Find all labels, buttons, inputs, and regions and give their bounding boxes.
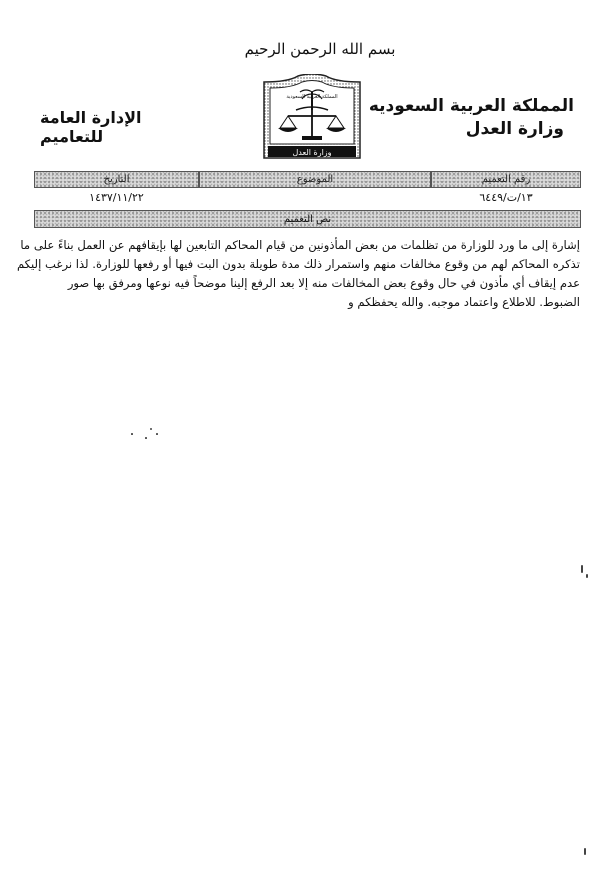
body-line: الضبوط. للاطلاع واعتماد موجبه. والله يحفظكم و bbox=[348, 295, 580, 309]
circular-body bbox=[16, 236, 580, 312]
circular-info-values bbox=[34, 190, 581, 206]
emblem-ministry-text: وزارة العدل bbox=[292, 148, 332, 157]
scan-speck bbox=[586, 574, 588, 578]
scan-speck bbox=[145, 437, 147, 439]
scan-speck bbox=[150, 428, 152, 430]
circular-number-header: رقم التعميم bbox=[431, 171, 581, 188]
department-name: الإدارة العامة للتعاميم bbox=[40, 108, 142, 146]
scan-speck bbox=[584, 848, 586, 855]
scan-speck bbox=[156, 433, 158, 435]
ministry-emblem-icon bbox=[258, 74, 366, 166]
circular-info-header bbox=[34, 171, 581, 188]
body-line: إشارة إلى ما ورد للوزارة من تظلمات من بعض المأذونين من قيام المحاكم التابعين لها بإيقافهم عن العمل بناءً على ما bbox=[20, 238, 580, 252]
ministry-name: وزارة العدل bbox=[465, 119, 564, 139]
date-header: التاريخ bbox=[34, 171, 199, 188]
scan-speck bbox=[581, 565, 583, 573]
subject-header: الموضوع bbox=[199, 171, 431, 188]
body-line: تذكره المحاكم لهم من وقوع مخالفات منهم واستمرار ذلك مدة طويلة بدون البت فيها أو رفعها للوزارة. لذا نرغب إليكم bbox=[16, 257, 580, 271]
circular-text-header: نص التعميم bbox=[34, 210, 581, 228]
circular-number-value: ١٣/ت/٦٤٤٩ bbox=[479, 191, 533, 204]
emblem-top-text: المملكة العربية السعودية bbox=[286, 94, 338, 100]
date-value: ١٤٣٧/١١/٢٢ bbox=[89, 191, 144, 204]
subject-value bbox=[199, 190, 431, 206]
body-line: عدم إيقاف أي مأذون في حال وقوع بعض المخالفات منه إلا بعد الرفع إلينا موضحاً فيه نوعها ومرفق بها صور bbox=[67, 276, 580, 290]
government-title bbox=[354, 95, 574, 141]
basmala: بسم الله الرحمن الرحيم bbox=[244, 40, 396, 58]
kingdom-name: المملكة العربية السعوديه bbox=[368, 96, 574, 116]
scan-speck bbox=[131, 433, 133, 435]
